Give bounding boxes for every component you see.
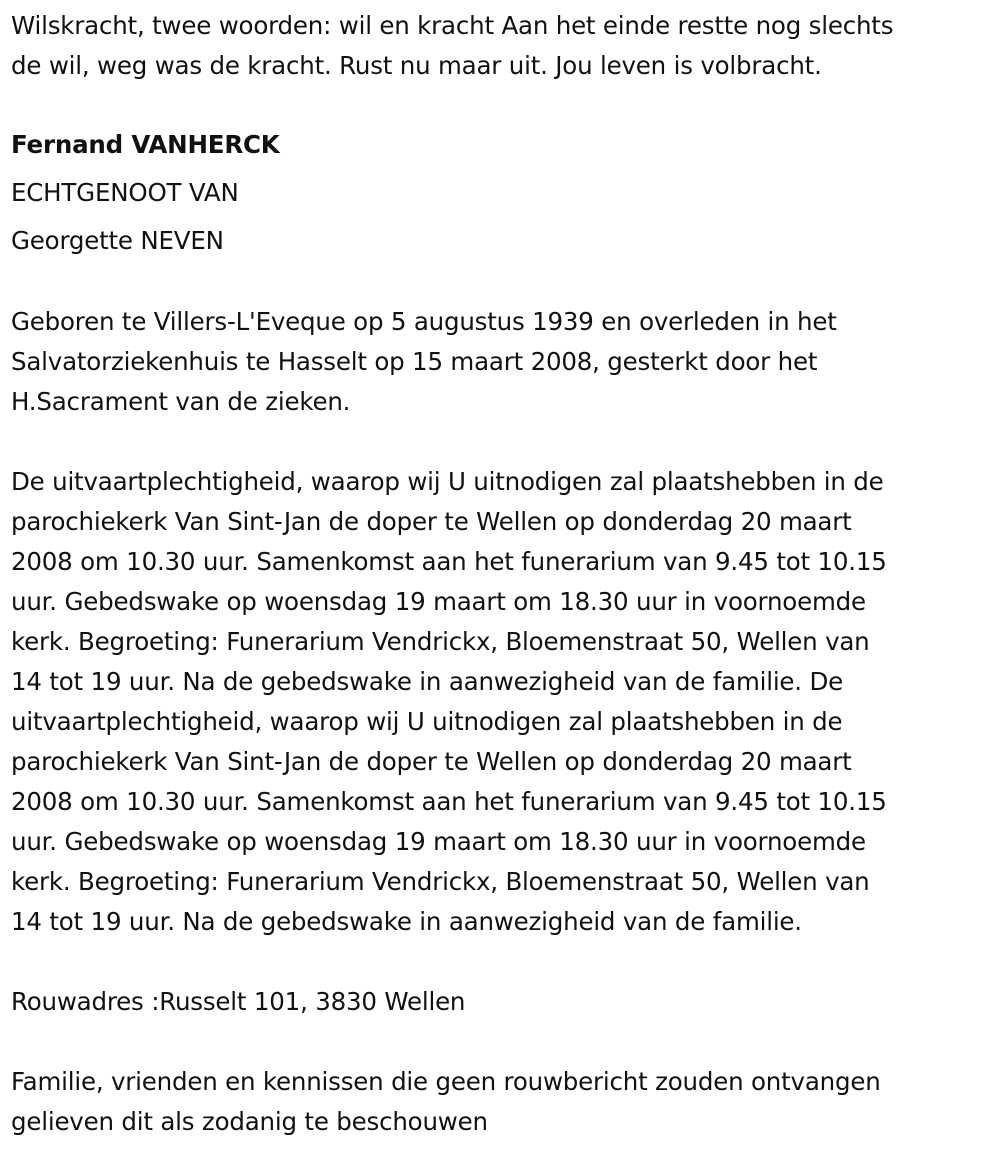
relation-label: ECHTGENOOT VAN [11, 178, 239, 207]
ceremony-line: 2008 om 10.30 uur. Samenkomst aan het funerarium van 9.45 tot 10.15 [11, 787, 887, 816]
ceremony-line: uur. Gebedswake op woensdag 19 maart om 18.30 uur in voornoemde [11, 587, 866, 616]
ceremony-line: uur. Gebedswake op woensdag 19 maart om 18.30 uur in voornoemde [11, 827, 866, 856]
ceremony-line: De uitvaartplechtigheid, waarop wij U uitnodigen zal plaatshebben in de [11, 467, 884, 496]
ceremony-line: kerk. Begroeting: Funerarium Vendrickx, Bloemenstraat 50, Wellen van [11, 627, 870, 656]
birth-death-line: Geboren te Villers-L'Eveque op 5 augustus 1939 en overleden in het [11, 307, 837, 336]
ceremony-line: uitvaartplechtigheid, waarop wij U uitnodigen zal plaatshebben in de [11, 707, 843, 736]
birth-death-line: H.Sacrament van de zieken. [11, 387, 351, 416]
poem-line: Wilskracht, twee woorden: wil en kracht Aan het einde restte nog slechts [11, 11, 894, 40]
ceremony-line: 14 tot 19 uur. Na de gebedswake in aanwezigheid van de familie. De [11, 667, 844, 696]
spouse-name: Georgette NEVEN [11, 226, 224, 255]
ceremony-line: 14 tot 19 uur. Na de gebedswake in aanwezigheid van de familie. [11, 907, 802, 936]
ceremony-line: 2008 om 10.30 uur. Samenkomst aan het funerarium van 9.45 tot 10.15 [11, 547, 887, 576]
ceremony-line: parochiekerk Van Sint-Jan de doper te Wellen op donderdag 20 maart [11, 507, 852, 536]
closing-line: Familie, vrienden en kennissen die geen rouwbericht zouden ontvangen [11, 1067, 881, 1096]
ceremony-line: kerk. Begroeting: Funerarium Vendrickx, Bloemenstraat 50, Wellen van [11, 867, 870, 896]
birth-death-line: Salvatorziekenhuis te Hasselt op 15 maart 2008, gesterkt door het [11, 347, 818, 376]
poem-line: de wil, weg was de kracht. Rust nu maar uit. Jou leven is volbracht. [11, 51, 822, 80]
mourning-address: Rouwadres :Russelt 101, 3830 Wellen [11, 987, 466, 1016]
ceremony-line: parochiekerk Van Sint-Jan de doper te Wellen op donderdag 20 maart [11, 747, 852, 776]
closing-line: gelieven dit als zodanig te beschouwen [11, 1107, 488, 1136]
deceased-name: Fernand VANHERCK [11, 130, 280, 159]
